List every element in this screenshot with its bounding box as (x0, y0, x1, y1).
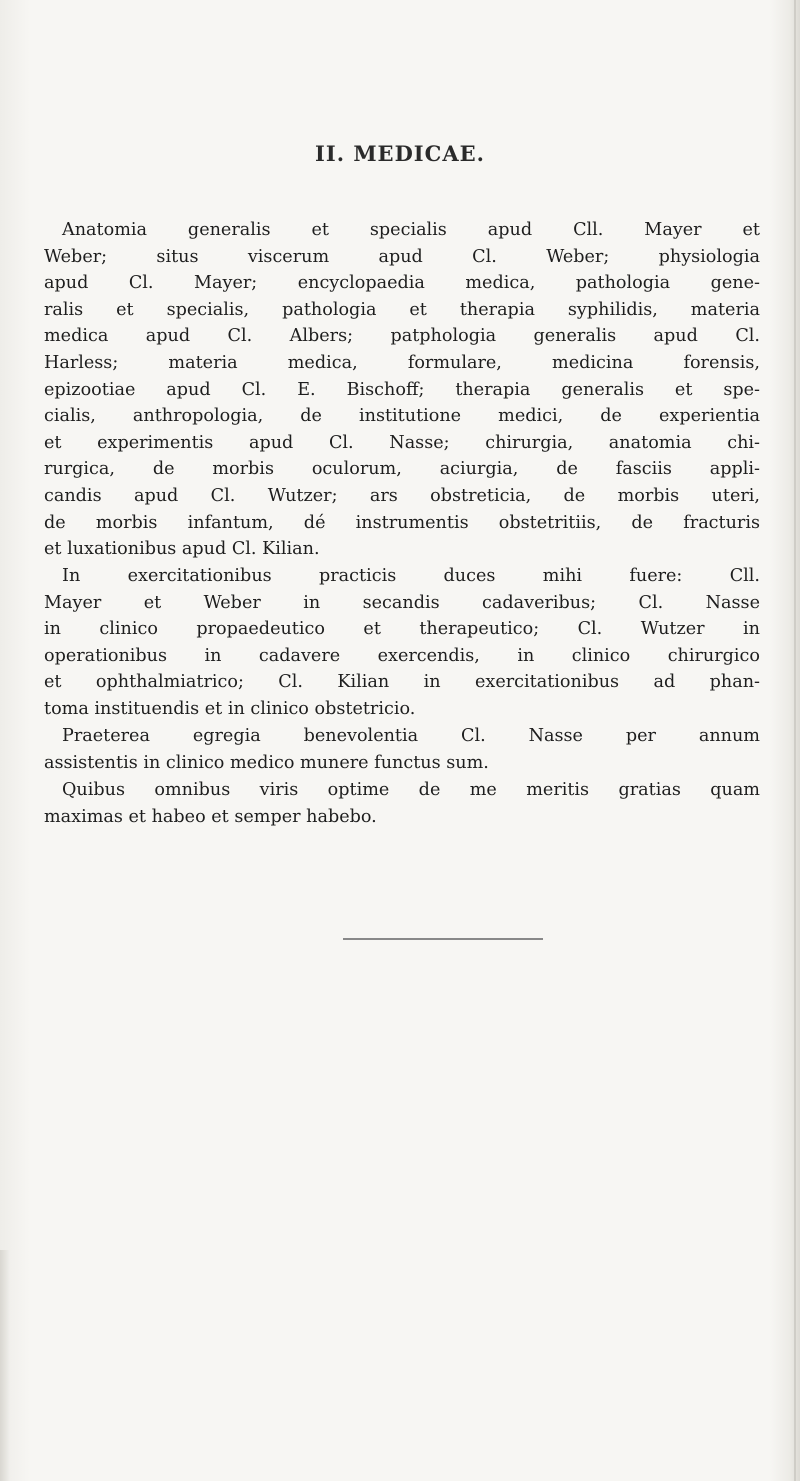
text-line: toma instituendis et in clinico obstetricio. (44, 698, 416, 719)
text-line: rurgica, de morbis oculorum, aciurgia, de fasciis appli- (44, 459, 760, 480)
paragraph-gratias (44, 777, 760, 830)
text-line: cialis, anthropologia, de institutione medici, de experientia (44, 406, 760, 427)
paragraph-exercitationes (44, 563, 760, 723)
text-line: et luxationibus apud Cl. Kilian. (44, 539, 320, 560)
text-line: Anatomia generalis et specialis apud Cll. Mayer et (62, 220, 760, 240)
section-heading: II. MEDICAE. (315, 141, 485, 166)
text-line: medica apud Cl. Albers; patphologia generalis apud Cl. (44, 326, 760, 347)
text-line: assistentis in clinico medico munere functus sum. (44, 752, 489, 773)
text-line: Quibus omnibus viris optime de me meritis gratias quam (62, 780, 760, 800)
text-line: Praeterea egregia benevolentia Cl. Nasse per annum (62, 726, 760, 746)
text-line: In exercitationibus practicis duces mihi fuere: Cll. (62, 566, 760, 586)
text-line: Harless; materia medica, formulare, medicina forensis, (44, 352, 760, 373)
text-line: ralis et specialis, pathologia et therapia syphilidis, materia (44, 299, 760, 320)
text-line: epizootiae apud Cl. E. Bischoff; therapia generalis et spe- (44, 379, 760, 400)
text-line: candis apud Cl. Wutzer; ars obstreticia, de morbis uteri, (44, 485, 760, 506)
text-line: in clinico propaedeutico et therapeutico; Cl. Wutzer in (44, 619, 760, 640)
text-line: Weber; situs viscerum apud Cl. Weber; physiologia (44, 246, 760, 267)
closing-rule (343, 938, 543, 940)
text-line: de morbis infantum, dé instrumentis obstetritiis, de fracturis (44, 512, 760, 533)
text-line: et experimentis apud Cl. Nasse; chirurgia, anatomia chi- (44, 432, 760, 453)
page-edge-shadow (794, 0, 796, 1481)
text-line: et ophthalmiatrico; Cl. Kilian in exercitationibus ad phan- (44, 672, 760, 693)
text-line: Mayer et Weber in secandis cadaveribus; Cl. Nasse (44, 592, 760, 613)
paragraph-anatomia (44, 217, 760, 563)
text-line: maximas et habeo et semper habebo. (44, 806, 377, 827)
binding-stain (0, 1250, 10, 1481)
text-line: apud Cl. Mayer; encyclopaedia medica, pathologia gene- (44, 273, 760, 294)
paragraph-praeterea (44, 723, 760, 776)
text-line: operationibus in cadavere exercendis, in clinico chirurgico (44, 645, 760, 666)
